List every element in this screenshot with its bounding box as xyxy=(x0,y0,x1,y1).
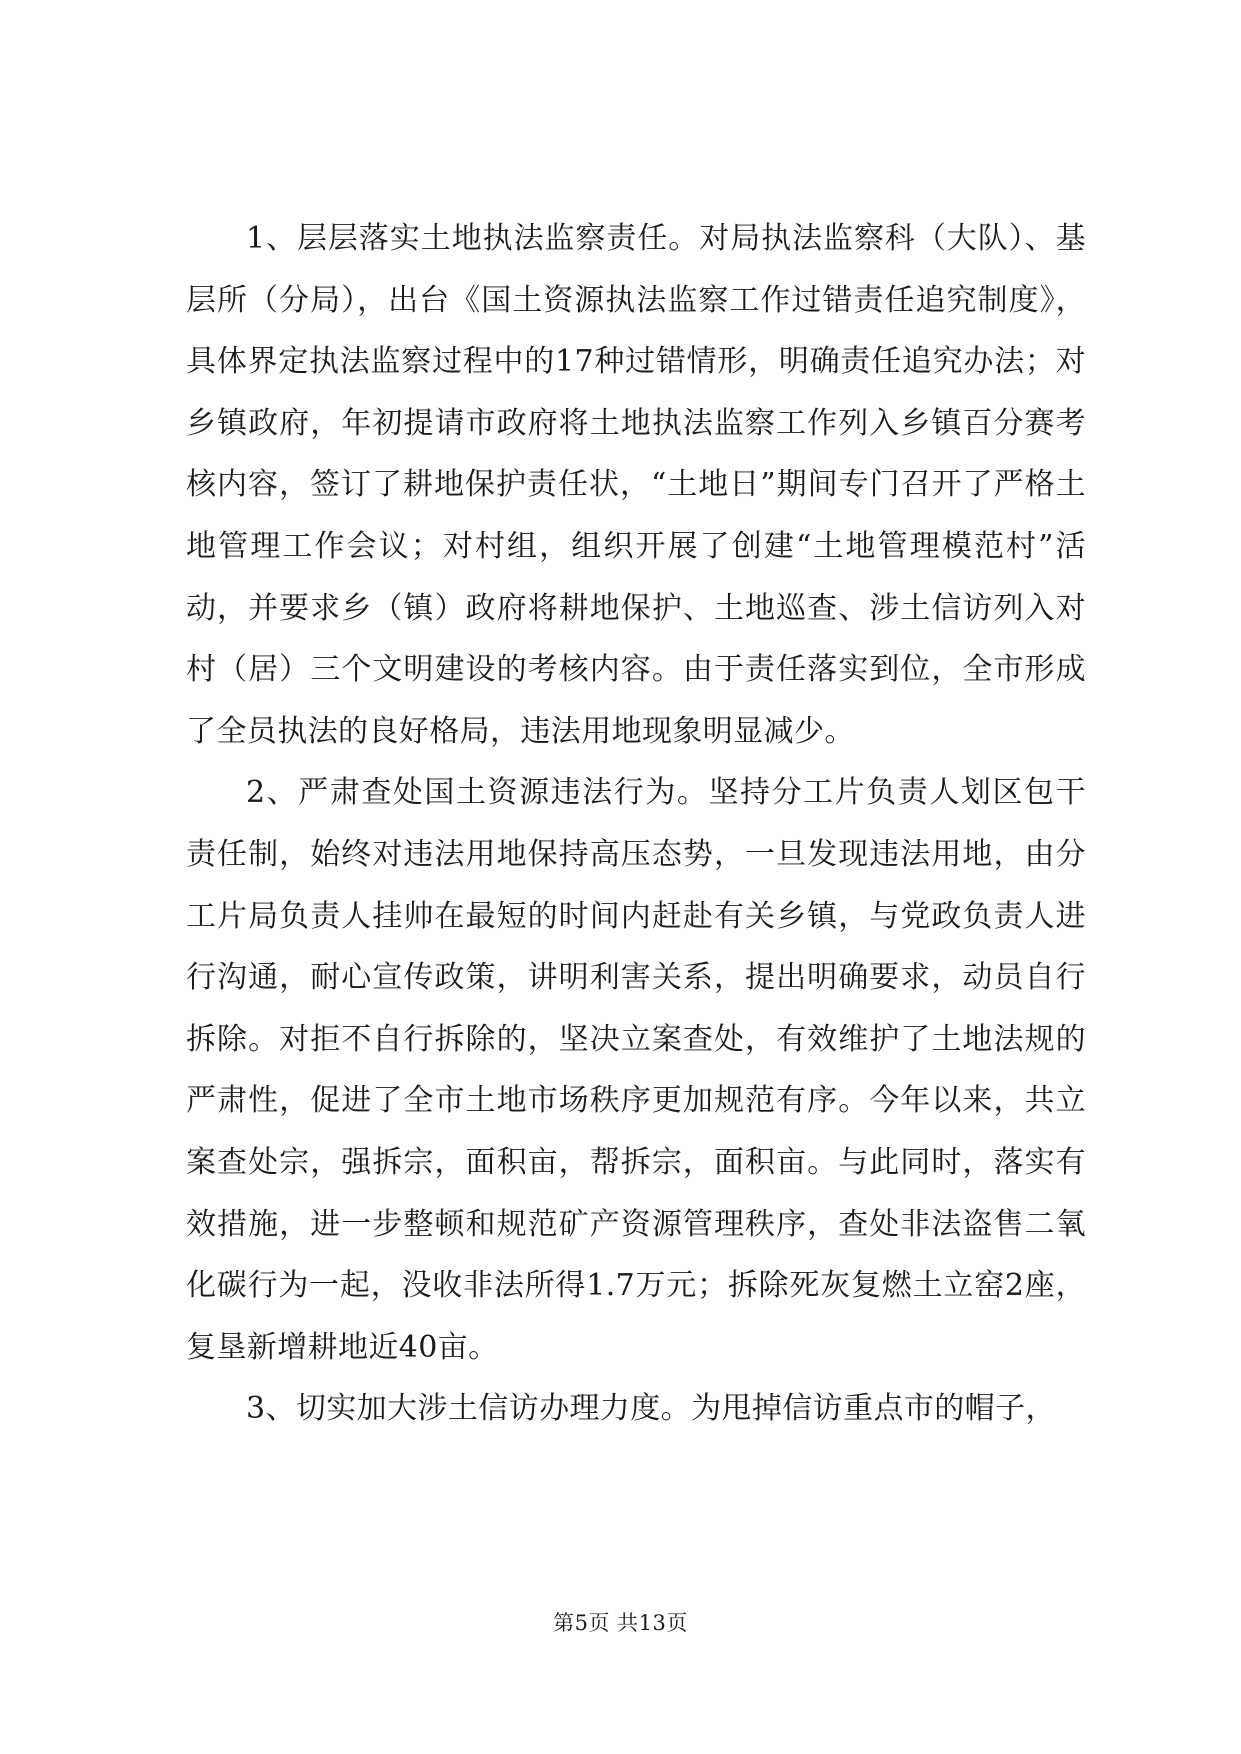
page-footer xyxy=(0,1608,1241,1638)
paragraph-2: 2、严肃查处国土资源违法行为。坚持分工片负责人划区包干责任制，始终对违法用地保持高压态势，一旦发现违法用地，由分工片局负责人挂帅在最短的时间内赶赴有关乡镇，与党政负责人进行沟通，耐心宣传政策，讲明利害关系，提出明确要求，动员自行拆除。对拒不自行拆除的，坚决立案查处，有效维护了土地法规的严肃性，促进了全市土地市场秩序更加规范有序。今年以来，共立案查处宗，强拆宗，面积亩，帮拆宗，面积亩。与此同时，落实有效措施，进一步整顿和规范矿产资源管理秩序，查处非法盗售二氧化碳行为一起，没收非法所得1.7万元；拆除死灰复燃土立窑2座，复垦新增耕地近40亩。 xyxy=(186,775,1086,1365)
document-body xyxy=(186,208,1086,1440)
paragraph-1: 1、层层落实土地执法监察责任。对局执法监察科（大队）、基层所（分局），出台《国土资源执法监察工作过错责任追究制度》，具体界定执法监察过程中的17种过错情形，明确责任追究办法；对乡镇政府，年初提请市政府将土地执法监察工作列入乡镇百分赛考核内容，签订了耕地保护责任状，“土地日”期间专门召开了严格土地管理工作会议；对村组，组织开展了创建“土地管理模范村”活动，并要求乡（镇）政府将耕地保护、土地巡查、涉土信访列入对村（居）三个文明建设的考核内容。由于责任落实到位，全市形成了全员执法的良好格局，违法用地现象明显减少。 xyxy=(186,221,1086,749)
page-number-indicator: 第5页 共13页 xyxy=(553,1611,688,1635)
paragraph-3: 3、切实加大涉土信访办理力度。为甩掉信访重点市的帽子， xyxy=(246,1391,1056,1427)
